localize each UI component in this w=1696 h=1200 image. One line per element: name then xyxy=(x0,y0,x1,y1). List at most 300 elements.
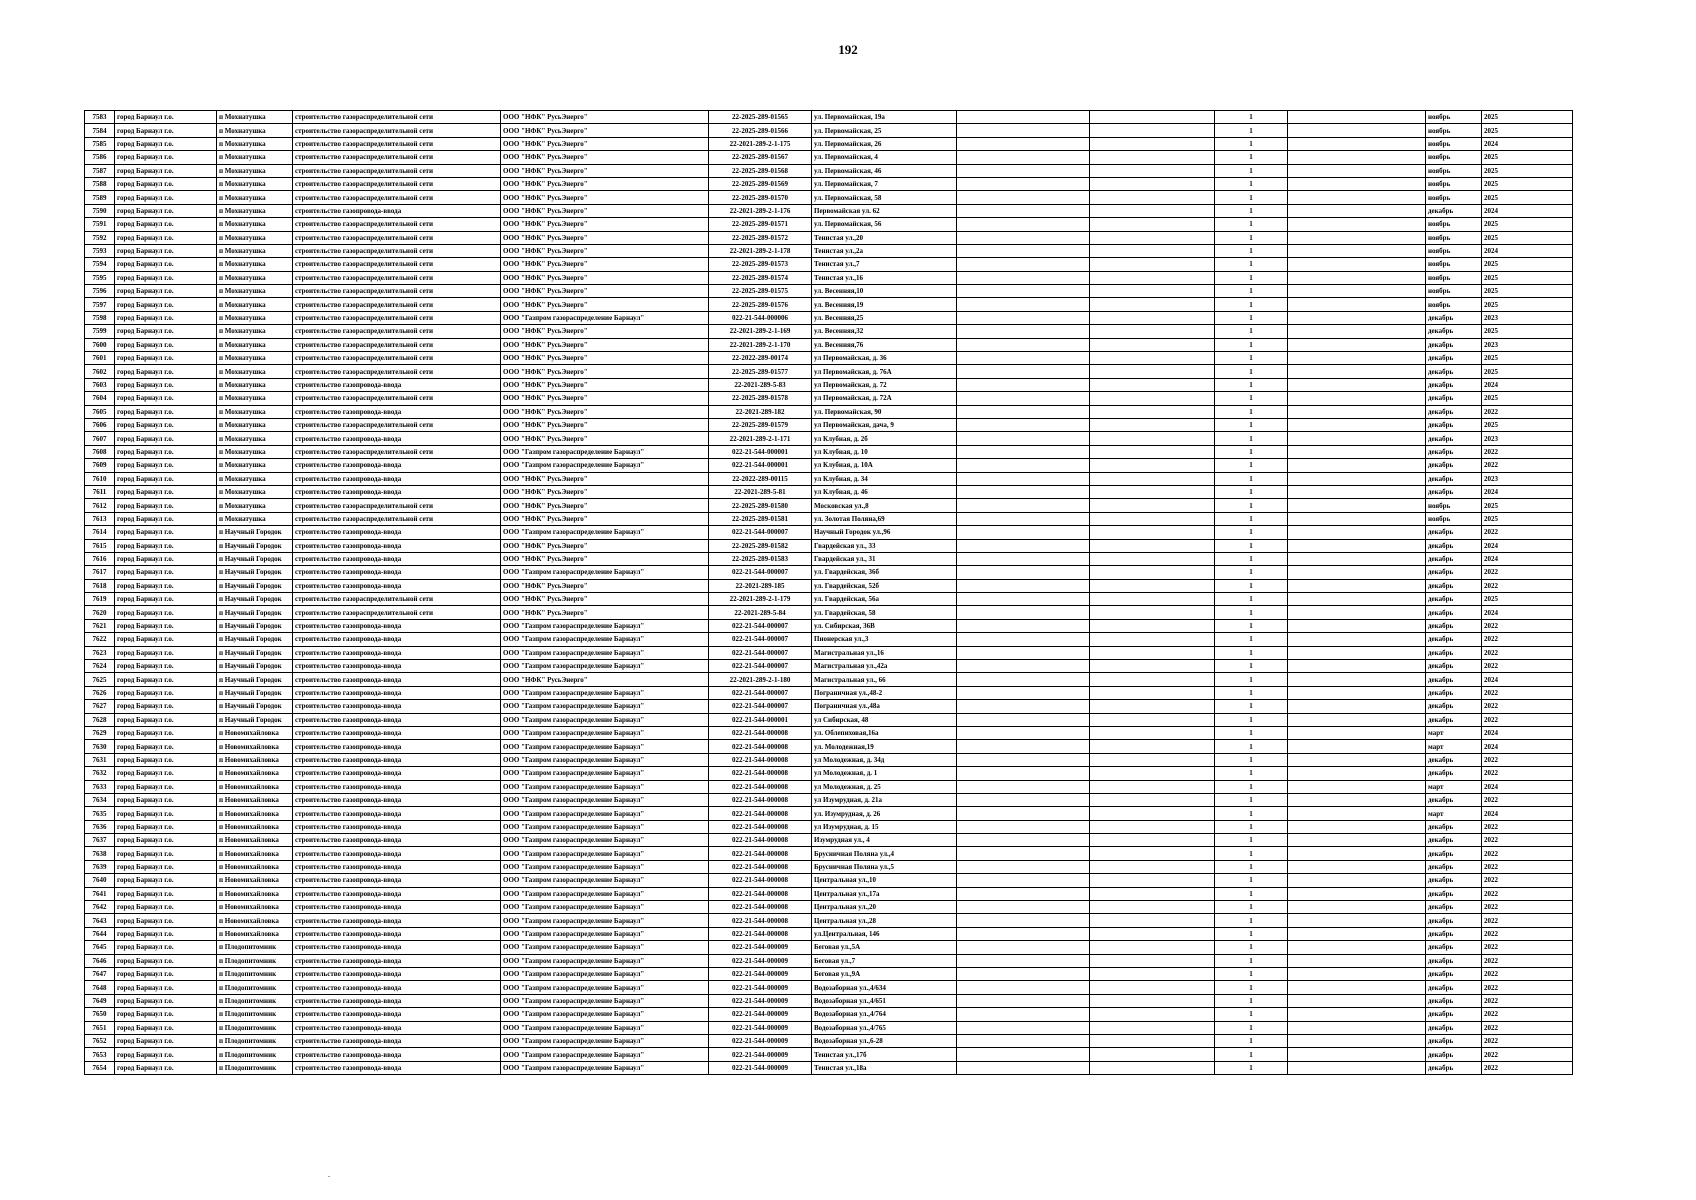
blank-col-c-cell xyxy=(1288,1021,1426,1034)
table-row xyxy=(85,137,1573,150)
blank-col-a-cell xyxy=(957,1008,1090,1021)
table-row xyxy=(85,526,1573,539)
month-cell: декабрь xyxy=(1426,445,1482,458)
year-cell: 2022 xyxy=(1482,834,1573,847)
row-number-cell: 7625 xyxy=(85,673,115,686)
blank-col-a-cell xyxy=(957,927,1090,940)
blank-col-c-cell xyxy=(1288,137,1426,150)
municipality-cell: город Барнаул г.о. xyxy=(115,485,217,498)
year-cell: 2022 xyxy=(1482,1034,1573,1047)
municipality-cell: город Барнаул г.о. xyxy=(115,860,217,873)
work-type-cell: строительство газопровода-ввода xyxy=(293,552,501,565)
row-number-cell: 7638 xyxy=(85,847,115,860)
table-row xyxy=(85,847,1573,860)
blank-col-b-cell xyxy=(1090,418,1215,431)
organization-cell: ООО "Газпром газораспределение Барнаул" xyxy=(501,311,709,324)
year-cell: 2025 xyxy=(1482,512,1573,525)
row-number-cell: 7650 xyxy=(85,1008,115,1021)
settlement-cell: п Новомихайловка xyxy=(217,887,293,900)
month-cell: ноябрь xyxy=(1426,137,1482,150)
address-cell: ул Клубная, д. 10А xyxy=(812,459,957,472)
blank-col-c-cell xyxy=(1288,726,1426,739)
row-number-cell: 7636 xyxy=(85,820,115,833)
blank-col-c-cell xyxy=(1288,780,1426,793)
table-row xyxy=(85,807,1573,820)
municipality-cell: город Барнаул г.о. xyxy=(115,378,217,391)
settlement-cell: п Мохнатушка xyxy=(217,258,293,271)
contract-number-cell: 022-21-544-000008 xyxy=(709,874,812,887)
quantity-cell: 1 xyxy=(1215,713,1288,726)
row-number-cell: 7612 xyxy=(85,499,115,512)
work-type-cell: строительство газораспределительной сети xyxy=(293,445,501,458)
quantity-cell: 1 xyxy=(1215,432,1288,445)
quantity-cell: 1 xyxy=(1215,124,1288,137)
address-cell: Гвардейская ул., 33 xyxy=(812,539,957,552)
month-cell: декабрь xyxy=(1426,927,1482,940)
settlement-cell: п Новомихайловка xyxy=(217,767,293,780)
row-number-cell: 7589 xyxy=(85,191,115,204)
month-cell: декабрь xyxy=(1426,954,1482,967)
row-number-cell: 7597 xyxy=(85,298,115,311)
blank-col-a-cell xyxy=(957,954,1090,967)
organization-cell: ООО "Газпром газораспределение Барнаул" xyxy=(501,459,709,472)
table-row xyxy=(85,111,1573,124)
work-type-cell: строительство газопровода-ввода xyxy=(293,526,501,539)
settlement-cell: п Мохнатушка xyxy=(217,218,293,231)
table-row xyxy=(85,874,1573,887)
contract-number-cell: 022-21-544-000008 xyxy=(709,847,812,860)
quantity-cell: 1 xyxy=(1215,137,1288,150)
address-cell: Тенистая ул.,18а xyxy=(812,1061,957,1074)
address-cell: ул.Центральная, 146 xyxy=(812,927,957,940)
work-type-cell: строительство газораспределительной сети xyxy=(293,338,501,351)
contract-number-cell: 022-21-544-000001 xyxy=(709,445,812,458)
blank-col-c-cell xyxy=(1288,526,1426,539)
settlement-cell: п Плодопитомник xyxy=(217,954,293,967)
blank-col-a-cell xyxy=(957,994,1090,1007)
row-number-cell: 7623 xyxy=(85,646,115,659)
month-cell: ноябрь xyxy=(1426,512,1482,525)
contract-number-cell: 22-2025-289-01574 xyxy=(709,271,812,284)
row-number-cell: 7648 xyxy=(85,981,115,994)
municipality-cell: город Барнаул г.о. xyxy=(115,432,217,445)
work-type-cell: строительство газораспределительной сети xyxy=(293,244,501,257)
row-number-cell: 7595 xyxy=(85,271,115,284)
blank-col-a-cell xyxy=(957,860,1090,873)
address-cell: Брусничная Поляна ул.,4 xyxy=(812,847,957,860)
contract-number-cell: 22-2025-289-01578 xyxy=(709,392,812,405)
year-cell: 2022 xyxy=(1482,887,1573,900)
table-row xyxy=(85,151,1573,164)
table-row xyxy=(85,954,1573,967)
table-row xyxy=(85,124,1573,137)
blank-col-a-cell xyxy=(957,151,1090,164)
table-row xyxy=(85,968,1573,981)
table-row xyxy=(85,392,1573,405)
quantity-cell: 1 xyxy=(1215,994,1288,1007)
table-row xyxy=(85,311,1573,324)
quantity-cell: 1 xyxy=(1215,151,1288,164)
month-cell: декабрь xyxy=(1426,405,1482,418)
work-type-cell: строительство газопровода-ввода xyxy=(293,914,501,927)
blank-col-c-cell xyxy=(1288,432,1426,445)
year-cell: 2022 xyxy=(1482,753,1573,766)
row-number-cell: 7599 xyxy=(85,325,115,338)
row-number-cell: 7600 xyxy=(85,338,115,351)
blank-col-b-cell xyxy=(1090,539,1215,552)
quantity-cell: 1 xyxy=(1215,418,1288,431)
blank-col-b-cell xyxy=(1090,204,1215,217)
work-type-cell: строительство газораспределительной сети xyxy=(293,124,501,137)
contract-number-cell: 022-21-544-000008 xyxy=(709,753,812,766)
year-cell: 2025 xyxy=(1482,298,1573,311)
organization-cell: ООО "Газпром газораспределение Барнаул" xyxy=(501,1034,709,1047)
organization-cell: ООО "НФК" РусьЭнерго" xyxy=(501,352,709,365)
work-type-cell: строительство газопровода-ввода xyxy=(293,994,501,1007)
blank-col-c-cell xyxy=(1288,325,1426,338)
blank-col-c-cell xyxy=(1288,124,1426,137)
blank-col-a-cell xyxy=(957,539,1090,552)
organization-cell: ООО "НФК" РусьЭнерго" xyxy=(501,191,709,204)
municipality-cell: город Барнаул г.о. xyxy=(115,726,217,739)
year-cell: 2022 xyxy=(1482,459,1573,472)
municipality-cell: город Барнаул г.о. xyxy=(115,767,217,780)
month-cell: декабрь xyxy=(1426,981,1482,994)
settlement-cell: п Плодопитомник xyxy=(217,981,293,994)
row-number-cell: 7591 xyxy=(85,218,115,231)
settlement-cell: п Мохнатушка xyxy=(217,244,293,257)
address-cell: ул Первомайская, д. 36 xyxy=(812,352,957,365)
contract-number-cell: 022-21-544-000009 xyxy=(709,941,812,954)
blank-col-a-cell xyxy=(957,526,1090,539)
blank-col-a-cell xyxy=(957,365,1090,378)
settlement-cell: п Плодопитомник xyxy=(217,1008,293,1021)
quantity-cell: 1 xyxy=(1215,834,1288,847)
settlement-cell: п Мохнатушка xyxy=(217,271,293,284)
year-cell: 2024 xyxy=(1482,539,1573,552)
address-cell: Тенистая ул.,20 xyxy=(812,231,957,244)
blank-col-b-cell xyxy=(1090,767,1215,780)
municipality-cell: город Барнаул г.о. xyxy=(115,499,217,512)
blank-col-c-cell xyxy=(1288,954,1426,967)
blank-col-c-cell xyxy=(1288,244,1426,257)
municipality-cell: город Барнаул г.о. xyxy=(115,552,217,565)
settlement-cell: п Мохнатушка xyxy=(217,151,293,164)
table-row xyxy=(85,753,1573,766)
settlement-cell: п Новомихайловка xyxy=(217,807,293,820)
address-cell: ул. Первомайская, 19а xyxy=(812,111,957,124)
organization-cell: ООО "Газпром газораспределение Барнаул" xyxy=(501,1021,709,1034)
municipality-cell: город Барнаул г.о. xyxy=(115,619,217,632)
organization-cell: ООО "НФК" РусьЭнерго" xyxy=(501,204,709,217)
year-cell: 2022 xyxy=(1482,847,1573,860)
month-cell: декабрь xyxy=(1426,619,1482,632)
blank-col-b-cell xyxy=(1090,686,1215,699)
table-row xyxy=(85,740,1573,753)
settlement-cell: п Научный Городок xyxy=(217,606,293,619)
settlement-cell: п Новомихайловка xyxy=(217,927,293,940)
work-type-cell: строительство газораспределительной сети xyxy=(293,392,501,405)
municipality-cell: город Барнаул г.о. xyxy=(115,807,217,820)
work-type-cell: строительство газопровода-ввода xyxy=(293,860,501,873)
month-cell: декабрь xyxy=(1426,767,1482,780)
municipality-cell: город Барнаул г.о. xyxy=(115,231,217,244)
year-cell: 2022 xyxy=(1482,914,1573,927)
settlement-cell: п Мохнатушка xyxy=(217,164,293,177)
settlement-cell: п Плодопитомник xyxy=(217,1061,293,1074)
quantity-cell: 1 xyxy=(1215,285,1288,298)
quantity-cell: 1 xyxy=(1215,177,1288,190)
row-number-cell: 7649 xyxy=(85,994,115,1007)
blank-col-b-cell xyxy=(1090,606,1215,619)
table-row xyxy=(85,726,1573,739)
row-number-cell: 7613 xyxy=(85,512,115,525)
month-cell: ноябрь xyxy=(1426,191,1482,204)
blank-col-b-cell xyxy=(1090,177,1215,190)
blank-col-b-cell xyxy=(1090,499,1215,512)
year-cell: 2025 xyxy=(1482,499,1573,512)
organization-cell: ООО "Газпром газораспределение Барнаул" xyxy=(501,941,709,954)
blank-col-c-cell xyxy=(1288,285,1426,298)
blank-col-c-cell xyxy=(1288,834,1426,847)
municipality-cell: город Барнаул г.о. xyxy=(115,459,217,472)
year-cell: 2022 xyxy=(1482,901,1573,914)
month-cell: декабрь xyxy=(1426,860,1482,873)
blank-col-b-cell xyxy=(1090,713,1215,726)
table-row xyxy=(85,941,1573,954)
blank-col-b-cell xyxy=(1090,445,1215,458)
municipality-cell: город Барнаул г.о. xyxy=(115,445,217,458)
blank-col-b-cell xyxy=(1090,151,1215,164)
month-cell: декабрь xyxy=(1426,713,1482,726)
contract-number-cell: 022-21-544-000009 xyxy=(709,1034,812,1047)
table-row xyxy=(85,1008,1573,1021)
blank-col-c-cell xyxy=(1288,606,1426,619)
blank-col-b-cell xyxy=(1090,392,1215,405)
year-cell: 2024 xyxy=(1482,740,1573,753)
month-cell: декабрь xyxy=(1426,700,1482,713)
municipality-cell: город Барнаул г.о. xyxy=(115,285,217,298)
municipality-cell: город Барнаул г.о. xyxy=(115,338,217,351)
work-type-cell: строительство газопровода-ввода xyxy=(293,660,501,673)
settlement-cell: п Мохнатушка xyxy=(217,392,293,405)
row-number-cell: 7587 xyxy=(85,164,115,177)
municipality-cell: город Барнаул г.о. xyxy=(115,137,217,150)
blank-col-c-cell xyxy=(1288,914,1426,927)
blank-col-b-cell xyxy=(1090,137,1215,150)
month-cell: декабрь xyxy=(1426,566,1482,579)
blank-col-c-cell xyxy=(1288,231,1426,244)
address-cell: ул. Облепиховая,16а xyxy=(812,726,957,739)
month-cell: декабрь xyxy=(1426,941,1482,954)
month-cell: март xyxy=(1426,740,1482,753)
table-row xyxy=(85,1021,1573,1034)
table-row xyxy=(85,686,1573,699)
organization-cell: ООО "Газпром газораспределение Барнаул" xyxy=(501,820,709,833)
table-row xyxy=(85,633,1573,646)
table-row xyxy=(85,820,1573,833)
address-cell: ул. Первомайская, 4 xyxy=(812,151,957,164)
contract-number-cell: 022-21-544-000008 xyxy=(709,834,812,847)
year-cell: 2022 xyxy=(1482,1008,1573,1021)
month-cell: декабрь xyxy=(1426,901,1482,914)
table-row xyxy=(85,887,1573,900)
blank-col-c-cell xyxy=(1288,405,1426,418)
municipality-cell: город Барнаул г.о. xyxy=(115,177,217,190)
municipality-cell: город Барнаул г.о. xyxy=(115,124,217,137)
year-cell: 2023 xyxy=(1482,311,1573,324)
table-row xyxy=(85,767,1573,780)
year-cell: 2022 xyxy=(1482,579,1573,592)
blank-col-b-cell xyxy=(1090,485,1215,498)
quantity-cell: 1 xyxy=(1215,204,1288,217)
organization-cell: ООО "НФК" РусьЭнерго" xyxy=(501,539,709,552)
settlement-cell: п Научный Городок xyxy=(217,646,293,659)
contract-number-cell: 022-21-544-000007 xyxy=(709,619,812,632)
contract-number-cell: 22-2021-289-2-1-169 xyxy=(709,325,812,338)
blank-col-c-cell xyxy=(1288,981,1426,994)
blank-col-c-cell xyxy=(1288,1034,1426,1047)
blank-col-b-cell xyxy=(1090,1008,1215,1021)
row-number-cell: 7629 xyxy=(85,726,115,739)
organization-cell: ООО "НФК" РусьЭнерго" xyxy=(501,244,709,257)
blank-col-c-cell xyxy=(1288,499,1426,512)
contract-number-cell: 22-2025-289-01571 xyxy=(709,218,812,231)
organization-cell: ООО "Газпром газораспределение Барнаул" xyxy=(501,619,709,632)
blank-col-b-cell xyxy=(1090,526,1215,539)
work-type-cell: строительство газопровода-ввода xyxy=(293,1034,501,1047)
organization-cell: ООО "Газпром газораспределение Барнаул" xyxy=(501,726,709,739)
municipality-cell: город Барнаул г.о. xyxy=(115,472,217,485)
contract-number-cell: 022-21-544-000007 xyxy=(709,660,812,673)
address-cell: Центральная ул.,17а xyxy=(812,887,957,900)
organization-cell: ООО "НФК" РусьЭнерго" xyxy=(501,325,709,338)
blank-col-a-cell xyxy=(957,767,1090,780)
work-type-cell: строительство газораспределительной сети xyxy=(293,285,501,298)
municipality-cell: город Барнаул г.о. xyxy=(115,914,217,927)
address-cell: ул. Весенняя,76 xyxy=(812,338,957,351)
municipality-cell: город Барнаул г.о. xyxy=(115,660,217,673)
table-row xyxy=(85,164,1573,177)
table-row xyxy=(85,365,1573,378)
month-cell: декабрь xyxy=(1426,874,1482,887)
month-cell: декабрь xyxy=(1426,646,1482,659)
quantity-cell: 1 xyxy=(1215,941,1288,954)
blank-col-c-cell xyxy=(1288,365,1426,378)
municipality-cell: город Барнаул г.о. xyxy=(115,700,217,713)
year-cell: 2025 xyxy=(1482,124,1573,137)
blank-col-c-cell xyxy=(1288,579,1426,592)
blank-col-b-cell xyxy=(1090,820,1215,833)
municipality-cell: город Барнаул г.о. xyxy=(115,512,217,525)
row-number-cell: 7646 xyxy=(85,954,115,967)
blank-col-b-cell xyxy=(1090,352,1215,365)
blank-col-c-cell xyxy=(1288,445,1426,458)
organization-cell: ООО "НФК" РусьЭнерго" xyxy=(501,552,709,565)
quantity-cell: 1 xyxy=(1215,244,1288,257)
organization-cell: ООО "НФК" РусьЭнерго" xyxy=(501,111,709,124)
address-cell: ул. Гвардейская, 52б xyxy=(812,579,957,592)
municipality-cell: город Барнаул г.о. xyxy=(115,1034,217,1047)
municipality-cell: город Барнаул г.о. xyxy=(115,927,217,940)
month-cell: ноябрь xyxy=(1426,218,1482,231)
quantity-cell: 1 xyxy=(1215,539,1288,552)
quantity-cell: 1 xyxy=(1215,740,1288,753)
blank-col-c-cell xyxy=(1288,271,1426,284)
address-cell: Беговая ул.,5А xyxy=(812,941,957,954)
blank-col-c-cell xyxy=(1288,927,1426,940)
row-number-cell: 7622 xyxy=(85,633,115,646)
contract-number-cell: 22-2022-289-00174 xyxy=(709,352,812,365)
organization-cell: ООО "НФК" РусьЭнерго" xyxy=(501,418,709,431)
table-row xyxy=(85,258,1573,271)
row-number-cell: 7603 xyxy=(85,378,115,391)
municipality-cell: город Барнаул г.о. xyxy=(115,1008,217,1021)
month-cell: декабрь xyxy=(1426,793,1482,806)
year-cell: 2025 xyxy=(1482,352,1573,365)
month-cell: декабрь xyxy=(1426,673,1482,686)
month-cell: декабрь xyxy=(1426,311,1482,324)
table-row xyxy=(85,325,1573,338)
organization-cell: ООО "Газпром газораспределение Барнаул" xyxy=(501,686,709,699)
work-type-cell: строительство газопровода-ввода xyxy=(293,432,501,445)
organization-cell: ООО "НФК" РусьЭнерго" xyxy=(501,218,709,231)
contract-number-cell: 022-21-544-000009 xyxy=(709,1008,812,1021)
quantity-cell: 1 xyxy=(1215,646,1288,659)
year-cell: 2025 xyxy=(1482,365,1573,378)
contract-number-cell: 022-21-544-000007 xyxy=(709,526,812,539)
contract-number-cell: 22-2025-289-01575 xyxy=(709,285,812,298)
blank-col-c-cell xyxy=(1288,901,1426,914)
quantity-cell: 1 xyxy=(1215,887,1288,900)
address-cell: Водозаборная ул.,4/651 xyxy=(812,994,957,1007)
quantity-cell: 1 xyxy=(1215,338,1288,351)
settlement-cell: п Научный Городок xyxy=(217,660,293,673)
row-number-cell: 7651 xyxy=(85,1021,115,1034)
contract-number-cell: 022-21-544-000008 xyxy=(709,726,812,739)
blank-col-a-cell xyxy=(957,472,1090,485)
year-cell: 2022 xyxy=(1482,445,1573,458)
year-cell: 2023 xyxy=(1482,432,1573,445)
table-row xyxy=(85,700,1573,713)
settlement-cell: п Научный Городок xyxy=(217,700,293,713)
settlement-cell: п Научный Городок xyxy=(217,673,293,686)
quantity-cell: 1 xyxy=(1215,298,1288,311)
year-cell: 2022 xyxy=(1482,981,1573,994)
blank-col-c-cell xyxy=(1288,646,1426,659)
row-number-cell: 7596 xyxy=(85,285,115,298)
municipality-cell: город Барнаул г.о. xyxy=(115,968,217,981)
blank-col-c-cell xyxy=(1288,1008,1426,1021)
blank-col-a-cell xyxy=(957,445,1090,458)
quantity-cell: 1 xyxy=(1215,472,1288,485)
settlement-cell: п Научный Городок xyxy=(217,539,293,552)
page-number: 192 xyxy=(838,42,858,57)
blank-col-c-cell xyxy=(1288,191,1426,204)
blank-col-a-cell xyxy=(957,1048,1090,1061)
year-cell: 2023 xyxy=(1482,338,1573,351)
settlement-cell: п Мохнатушка xyxy=(217,191,293,204)
municipality-cell: город Барнаул г.о. xyxy=(115,392,217,405)
settlement-cell: п Мохнатушка xyxy=(217,418,293,431)
contract-number-cell: 022-21-544-000008 xyxy=(709,914,812,927)
table-row xyxy=(85,593,1573,606)
contract-number-cell: 22-2022-289-00115 xyxy=(709,472,812,485)
address-cell: ул Молодежная, д. 34д xyxy=(812,753,957,766)
year-cell: 2022 xyxy=(1482,767,1573,780)
quantity-cell: 1 xyxy=(1215,767,1288,780)
contract-number-cell: 022-21-544-000008 xyxy=(709,793,812,806)
